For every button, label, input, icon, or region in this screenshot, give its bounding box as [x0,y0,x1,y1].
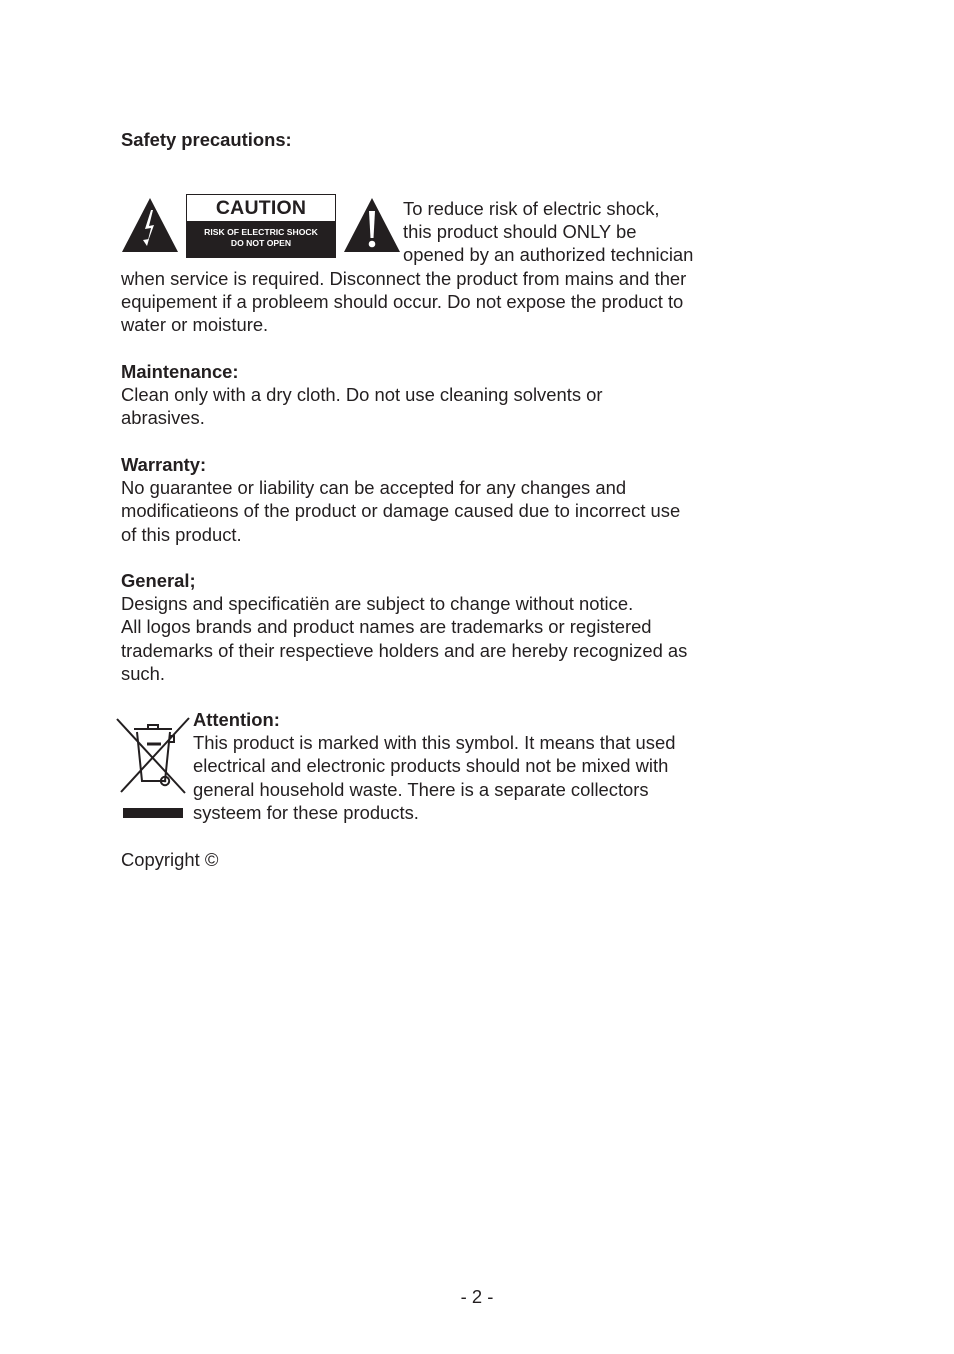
safety-title: Safety precautions: [121,129,292,150]
maintenance-section [121,360,741,430]
caution-side-line-1: To reduce risk of electric shock, [403,198,660,219]
warranty-line-3: of this product. [121,523,242,545]
caution-subtext-line-2: DO NOT OPEN [230,238,292,248]
general-line-2: All logos brands and product names are trademarks or registered [121,616,652,638]
general-section [121,569,741,685]
warranty-line-2: modificatieons of the product or damage caused due to incorrect use [121,500,681,522]
maintenance-heading: Maintenance: [121,361,239,382]
safety-line-1: when service is required. Disconnect the product from mains and ther [121,268,687,289]
attention-line-2: electrical and electronic products should not be mixed with [193,755,669,777]
caution-label [186,194,336,258]
warranty-line-1: No guarantee or liability can be accepted for any changes and [121,477,627,499]
attention-line-1: This product is marked with this symbol. It means that used [193,732,676,754]
caution-side-text [403,197,743,267]
general-line-1: Designs and specificatiën are subject to change without notice. [121,593,634,615]
caution-heading: CAUTION [215,197,307,219]
attention-line-3: general household waste. There is a separate collectors [193,778,649,800]
warranty-heading: Warranty: [121,454,207,475]
maintenance-line-1: Clean only with a dry cloth. Do not use cleaning solvents or [121,384,603,406]
caution-side-line-3: opened by an authorized technician [403,244,694,266]
safety-line-2: equipement if a probleem should occur. Do not expose the product to [121,291,684,313]
safety-text [121,267,741,337]
general-heading: General; [121,570,196,591]
attention-section [193,708,733,824]
caution-subtext-line-1: RISK OF ELECTRIC SHOCK [204,227,318,237]
attention-heading: Attention: [193,709,280,730]
general-line-3: trademarks of their respectieve holders and are hereby recognized as [121,639,688,661]
electric-shock-warning-icon [121,197,179,253]
copyright-text: Copyright © [121,849,219,870]
maintenance-line-2: abrasives. [121,407,205,429]
caution-side-line-2: this product should ONLY be [403,221,637,243]
caution-row [121,194,741,264]
crossed-out-wheelie-bin-icon [115,716,191,822]
general-line-4: such. [121,662,165,684]
warranty-section [121,453,741,546]
caution-subtext [187,221,335,257]
attention-line-4: systeem for these products. [193,801,419,823]
page-number: - 2 - [460,1286,494,1307]
safety-line-3: water or moisture. [121,314,269,336]
exclamation-warning-icon [343,197,401,253]
